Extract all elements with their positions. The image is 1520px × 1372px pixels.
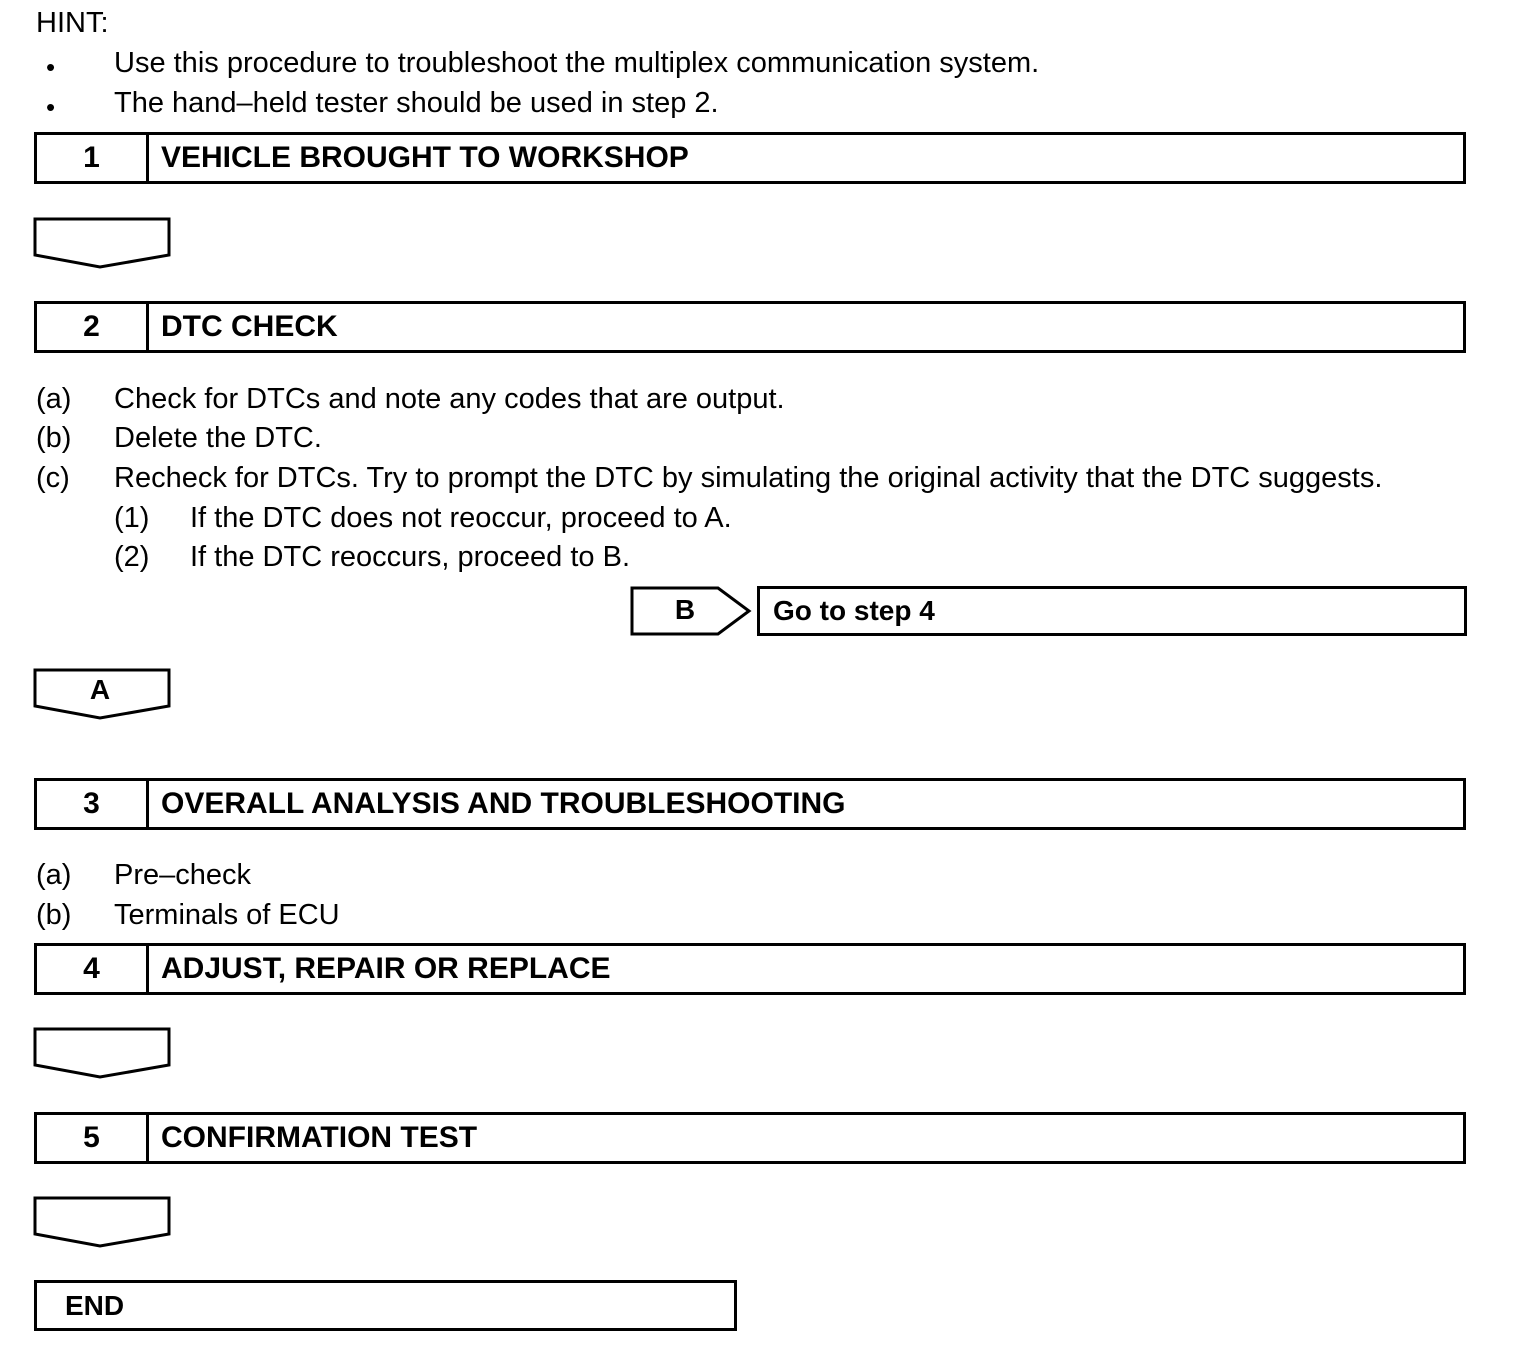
subitem-marker: (1) <box>114 502 150 534</box>
step-3-header <box>34 778 1466 830</box>
step-4-header <box>34 943 1466 995</box>
bullet-icon: • <box>46 52 56 82</box>
item-marker: (b) <box>36 422 72 454</box>
step-title: CONFIRMATION TEST <box>161 1121 478 1154</box>
step-number: 3 <box>37 781 149 827</box>
item-marker: (a) <box>36 383 72 415</box>
item-text: Terminals of ECU <box>114 899 340 931</box>
step-number: 4 <box>37 946 149 992</box>
step-title: OVERALL ANALYSIS AND TROUBLESHOOTING <box>161 787 846 820</box>
flow-down-arrow-icon <box>33 1196 173 1248</box>
item-text: Delete the DTC. <box>114 422 322 454</box>
branch-label: A <box>89 674 111 705</box>
end-box: END <box>34 1280 737 1331</box>
step-title: DTC CHECK <box>161 310 338 343</box>
step-5-header <box>34 1112 1466 1164</box>
branch-b-arrow <box>630 586 752 636</box>
subitem-marker: (2) <box>114 541 150 573</box>
item-marker: (a) <box>36 859 72 891</box>
step-number: 5 <box>37 1115 149 1161</box>
hint-bullet-1: Use this procedure to troubleshoot the multiplex communication system. <box>114 47 1040 79</box>
item-text: Recheck for DTCs. Try to prompt the DTC by simulating the original activity that the DTC suggests. <box>114 462 1383 494</box>
step-number: 2 <box>37 304 149 350</box>
branch-label: B <box>674 594 696 625</box>
flow-down-arrow-icon <box>33 217 173 269</box>
item-marker: (b) <box>36 899 72 931</box>
subitem-text: If the DTC does not reoccur, proceed to A. <box>190 502 732 534</box>
item-text: Check for DTCs and note any codes that are output. <box>114 383 785 415</box>
item-text: Pre–check <box>114 859 252 891</box>
step-1-header <box>34 132 1466 184</box>
hint-label: HINT: <box>36 7 109 39</box>
bullet-icon: • <box>46 92 56 122</box>
goto-step-box: Go to step 4 <box>757 586 1467 636</box>
item-marker: (c) <box>36 462 70 494</box>
step-title: VEHICLE BROUGHT TO WORKSHOP <box>161 141 689 174</box>
step-2-header <box>34 301 1466 353</box>
hint-bullet-2: The hand–held tester should be used in step 2. <box>114 87 719 119</box>
step-number: 1 <box>37 135 149 181</box>
subitem-text: If the DTC reoccurs, proceed to B. <box>190 541 631 573</box>
flow-down-arrow-icon <box>33 1027 173 1079</box>
branch-a-arrow <box>33 668 173 720</box>
step-title: ADJUST, REPAIR OR REPLACE <box>161 952 611 985</box>
